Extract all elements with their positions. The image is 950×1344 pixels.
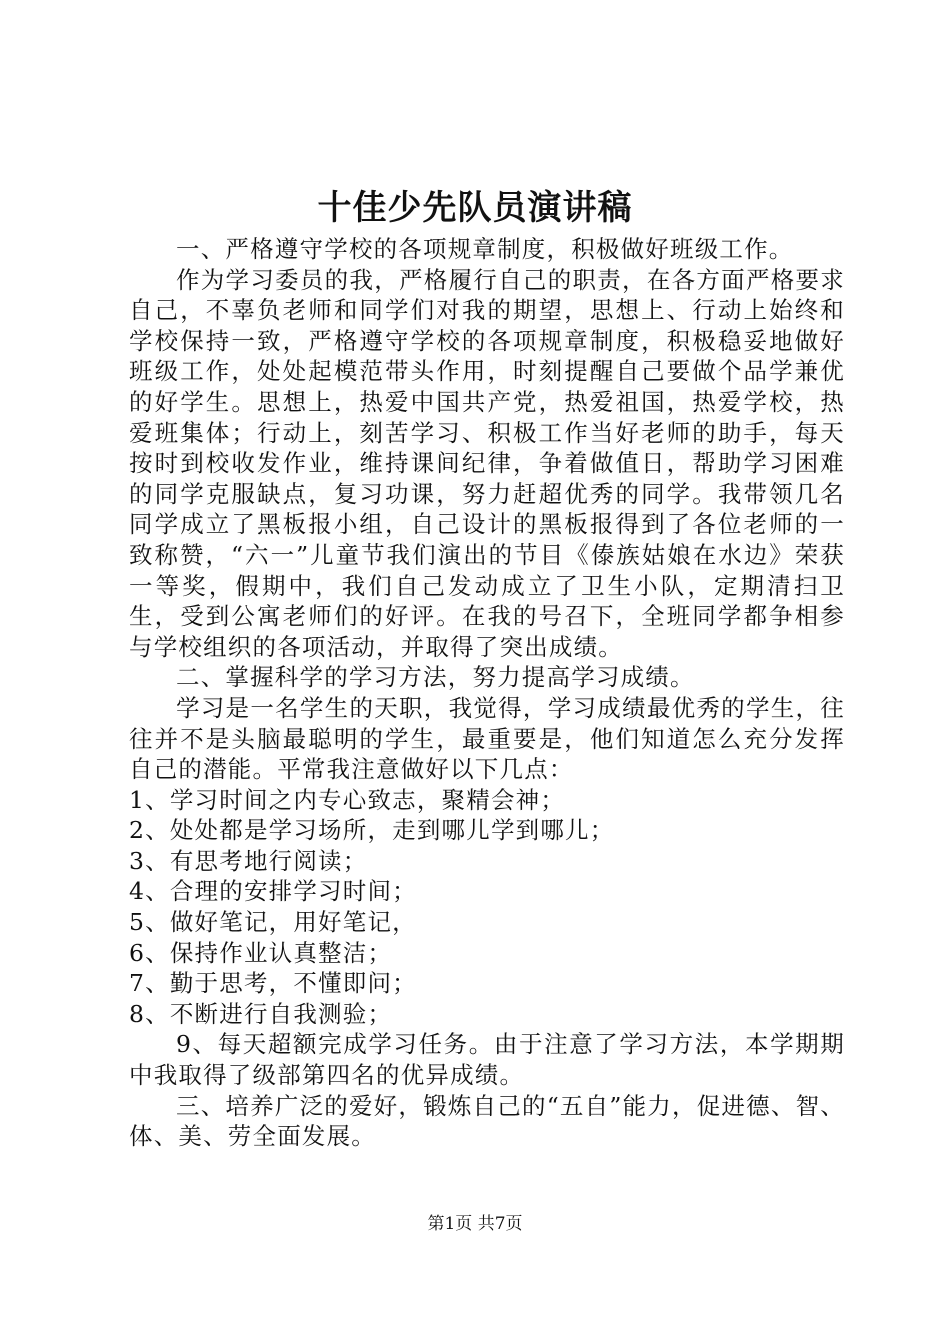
list-item: 8、不断进行自我测验； [129, 999, 393, 1028]
section-heading-2: 二、掌握科学的学习方法，努力提高学习成绩。 [176, 663, 695, 692]
list-item: 7、勤于思考，不懂即问； [129, 969, 417, 998]
list-item: 6、保持作业认真整洁； [129, 938, 393, 967]
list-item: 1、学习时间之内专心致志，聚精会神； [129, 785, 566, 814]
page-number-footer: 第1页 共7页 [427, 1214, 523, 1234]
section-heading-3: 三、培养广泛的爱好，锻炼自己的“五自”能力，促进德、智、体、美、劳全面发展。 [129, 1091, 845, 1151]
list-item-final: 9、每天超额完成学习任务。由于注意了学习方法，本学期期中我取得了级部第四名的优异成绩。 [129, 1030, 845, 1090]
document-title: 十佳少先队员演讲稿 [317, 188, 633, 228]
list-item: 3、有思考地行阅读； [129, 846, 368, 875]
paragraph-study-methods: 学习是一名学生的天职，我觉得，学习成绩最优秀的学生，往往并不是头脑最聪明的学生，最重要是，他们知道怎么充分发挥自己的潜能。平常我注意做好以下几点： [129, 693, 845, 784]
section-heading-1: 一、严格遵守学校的各项规章制度，积极做好班级工作。 [176, 235, 794, 263]
list-item: 2、处处都是学习场所，走到哪儿学到哪儿； [129, 816, 615, 845]
list-item: 4、合理的安排学习时间； [129, 877, 417, 906]
list-item: 5、做好笔记，用好笔记， [129, 908, 417, 937]
paragraph-responsibilities: 作为学习委员的我，严格履行自己的职责，在各方面严格要求自己，不辜负老师和同学们对我的期望，思想上、行动上始终和学校保持一致，严格遵守学校的各项规章制度，积极稳妥地做好班级工作，处处起模范带头作用，时刻提醒自己要做个品学兼优的好学生。思想上，热爱中国共产党，热爱祖国，热爱学校，热爱班集体；行动上，刻苦学习、积极工作当好老师的助手，每天按时到校收发作业，维持课间纪律，争着做值日，帮助学习困难的同学克服缺点，复习功课，努力赶超优秀的同学。我带领几名同学成立了黑板报小组，自己设计的黑板报得到了各位老师的一致称赞，“六一”儿童节我们演出的节目《傣族姑娘在水边》荣获一等奖，假期中，我们自己发动成立了卫生小队，定期清扫卫生，受到公寓老师们的好评。在我的号召下，全班同学都争相参与学校组织的各项活动，并取得了突出成绩。 [129, 265, 845, 661]
document-body [129, 234, 845, 1152]
